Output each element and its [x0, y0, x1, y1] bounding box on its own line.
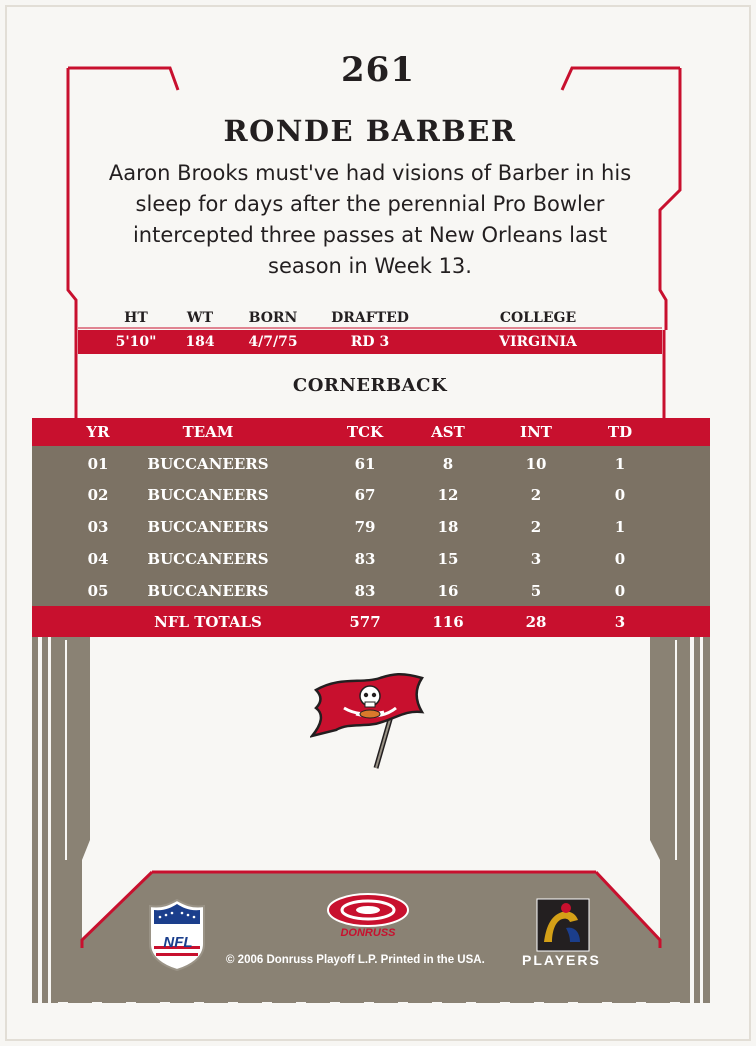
- stat-cell-td: 0: [614, 486, 626, 504]
- stat-cell-int: 2: [530, 518, 542, 536]
- vital-value-wt: 184: [185, 334, 215, 350]
- totals-td: 3: [614, 613, 626, 631]
- stat-cell-yr: 05: [87, 582, 109, 600]
- stat-cell-ast: 16: [437, 582, 459, 600]
- stat-cell-ast: 12: [437, 486, 459, 504]
- stat-cell-ast: 8: [442, 455, 454, 473]
- vital-value-drafted: RD 3: [350, 334, 390, 350]
- stat-cell-ast: 18: [437, 518, 459, 536]
- stat-cell-team: BUCCANEERS: [147, 550, 269, 568]
- stat-cell-team: BUCCANEERS: [147, 455, 269, 473]
- stat-cell-tck: 79: [354, 518, 376, 536]
- totals-label: NFL TOTALS: [154, 613, 262, 631]
- vital-header-college: COLLEGE: [499, 310, 577, 326]
- stat-cell-team: BUCCANEERS: [147, 486, 269, 504]
- vital-value-ht: 5'10": [115, 334, 157, 350]
- stat-cell-yr: 02: [87, 486, 109, 504]
- vital-value-born: 4/7/75: [248, 334, 298, 350]
- stat-cell-td: 0: [614, 582, 626, 600]
- stat-header-tck: TCK: [346, 423, 384, 441]
- nfl-logo-text: NFL: [163, 934, 193, 951]
- totals-int: 28: [525, 613, 547, 631]
- vital-value-college: VIRGINIA: [499, 334, 577, 350]
- copyright-text: © 2006 Donruss Playoff L.P. Printed in the USA.: [226, 954, 485, 966]
- stat-cell-team: BUCCANEERS: [147, 582, 269, 600]
- stat-cell-tck: 67: [354, 486, 376, 504]
- stat-header-td: TD: [607, 423, 633, 441]
- players-inc-logo: [536, 898, 590, 952]
- stat-cell-td: 1: [614, 455, 626, 473]
- stat-cell-team: BUCCANEERS: [147, 518, 269, 536]
- players-inc-text: PLAYERS: [522, 952, 601, 968]
- stat-cell-tck: 83: [354, 550, 376, 568]
- vital-header-ht: HT: [124, 310, 148, 326]
- player-position: CORNERBACK: [292, 375, 448, 396]
- stat-cell-ast: 15: [437, 550, 459, 568]
- stat-header-ast: AST: [431, 423, 465, 441]
- card-number: 261: [341, 50, 415, 90]
- totals-ast: 116: [432, 613, 464, 631]
- stat-cell-td: 1: [614, 518, 626, 536]
- stat-header-team: TEAM: [182, 423, 234, 441]
- stat-header-yr: YR: [86, 423, 110, 441]
- stat-cell-int: 10: [525, 455, 547, 473]
- stat-cell-yr: 01: [87, 455, 109, 473]
- donruss-logo-text: DONRUSS: [340, 927, 396, 939]
- player-bio: Aaron Brooks must've had visions of Barber in his sleep for days after the perennial Pro Bowler intercepted three passes at New Orleans last season in Week 13.: [108, 161, 632, 278]
- totals-tck: 577: [349, 613, 381, 631]
- stat-cell-int: 5: [530, 582, 542, 600]
- stat-header-int: INT: [520, 423, 552, 441]
- player-name: RONDE BARBER: [223, 114, 517, 148]
- buccaneers-flag-logo: [310, 668, 430, 774]
- vital-header-wt: WT: [186, 310, 214, 326]
- stat-cell-yr: 04: [87, 550, 109, 568]
- donruss-logo: [326, 892, 410, 928]
- stat-cell-int: 2: [530, 486, 542, 504]
- stat-cell-tck: 83: [354, 582, 376, 600]
- stat-cell-tck: 61: [354, 455, 376, 473]
- stat-cell-yr: 03: [87, 518, 109, 536]
- vital-header-born: BORN: [248, 310, 298, 326]
- stat-cell-int: 3: [530, 550, 542, 568]
- vital-header-drafted: DRAFTED: [331, 310, 409, 326]
- stat-cell-td: 0: [614, 550, 626, 568]
